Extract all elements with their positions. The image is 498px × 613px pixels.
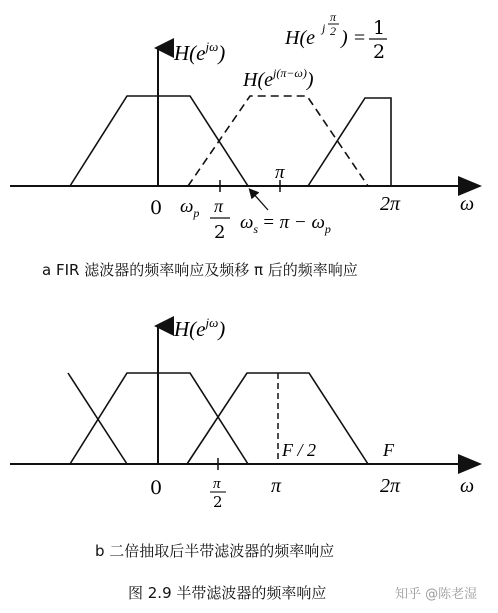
panel-a-halfpoint-num: 1 [373, 17, 386, 39]
svg-text:H(ejω) [173, 315, 225, 341]
panel-a-halfpoint-sup-bottom: 2 [330, 24, 336, 38]
panel-a-tick-2pi: 2π [380, 193, 401, 215]
panel-a-tick-pi-half-den: 2 [214, 222, 226, 243]
panel-a-halfpoint-lhs: H(e [285, 27, 315, 49]
svg-text:ωp [180, 196, 199, 220]
panel-b-tick-pi-half-num: π [213, 476, 221, 492]
panel-a-halfpoint-close: ) = [341, 27, 367, 49]
panel-b-y-label: H(e [174, 317, 206, 341]
panel-a-shifted-label-close: ) [306, 69, 314, 91]
panel-a-y-label: H(e [174, 41, 206, 65]
svg-text:ωs= π − ωp [240, 212, 331, 236]
panel-a [10, 10, 478, 279]
svg-text:H(ej(π−ω)) [242, 66, 314, 91]
panel-a-halfpoint-equation [284, 10, 387, 63]
panel-a-image-response [308, 98, 391, 186]
panel-b-tick-zero: 0 [150, 477, 163, 499]
panel-a-tick-omega-s: ω [240, 212, 254, 233]
panel-a-y-label-sup: jω [205, 39, 219, 54]
panel-a-tick-omega-p: ω [180, 196, 194, 217]
panel-a-tick-pi: π [275, 162, 285, 183]
panel-b-y-label-sup: jω [205, 315, 219, 330]
panel-a-tick-zero: 0 [150, 197, 163, 219]
panel-a-tick-pi-half-num: π [214, 196, 224, 216]
panel-b-tick-pi: π [271, 475, 282, 497]
panel-b-tick-pi-half-den: 2 [213, 493, 223, 511]
panel-a-tick-omega-s-sub: s [253, 222, 259, 236]
panel-b-label-f-half: F / 2 [282, 440, 316, 460]
panel-a-tick-omega-s-eq: = π − ω [262, 212, 325, 233]
panel-b-y-label-close: ) [218, 317, 226, 341]
svg-text:H(ejω) [173, 39, 225, 65]
panel-a-tick-omega-s-eq-sub: p [324, 222, 331, 236]
watermark: 知乎 @陈老湿 [395, 587, 478, 602]
panel-b [10, 315, 478, 560]
panel-b-label-f: F [383, 440, 394, 460]
panel-b-caption: b 二倍抽取后半带滤波器的频率响应 [95, 542, 335, 560]
panel-a-omega-s-arrow [252, 192, 268, 210]
panel-a-halfpoint-sup-top: π [330, 10, 337, 24]
panel-a-y-label-close: ) [218, 41, 226, 65]
panel-a-halfpoint-den: 2 [373, 41, 386, 63]
panel-a-shifted-label: H(e [243, 69, 273, 91]
panel-a-halfpoint-sup-prefix: j [322, 21, 326, 35]
panel-b-x-label: ω [460, 475, 475, 497]
figure-caption: 图 2.9 半带滤波器的频率响应 [128, 584, 327, 602]
panel-a-tick-omega-p-sub: p [193, 206, 200, 220]
panel-a-x-label: ω [460, 193, 475, 215]
panel-b-tick-2pi: 2π [380, 475, 401, 497]
panel-a-shifted-label-sup: j(π−ω) [272, 66, 307, 80]
panel-a-caption: a FIR 滤波器的频率响应及频移 π 后的频率响应 [42, 261, 358, 279]
